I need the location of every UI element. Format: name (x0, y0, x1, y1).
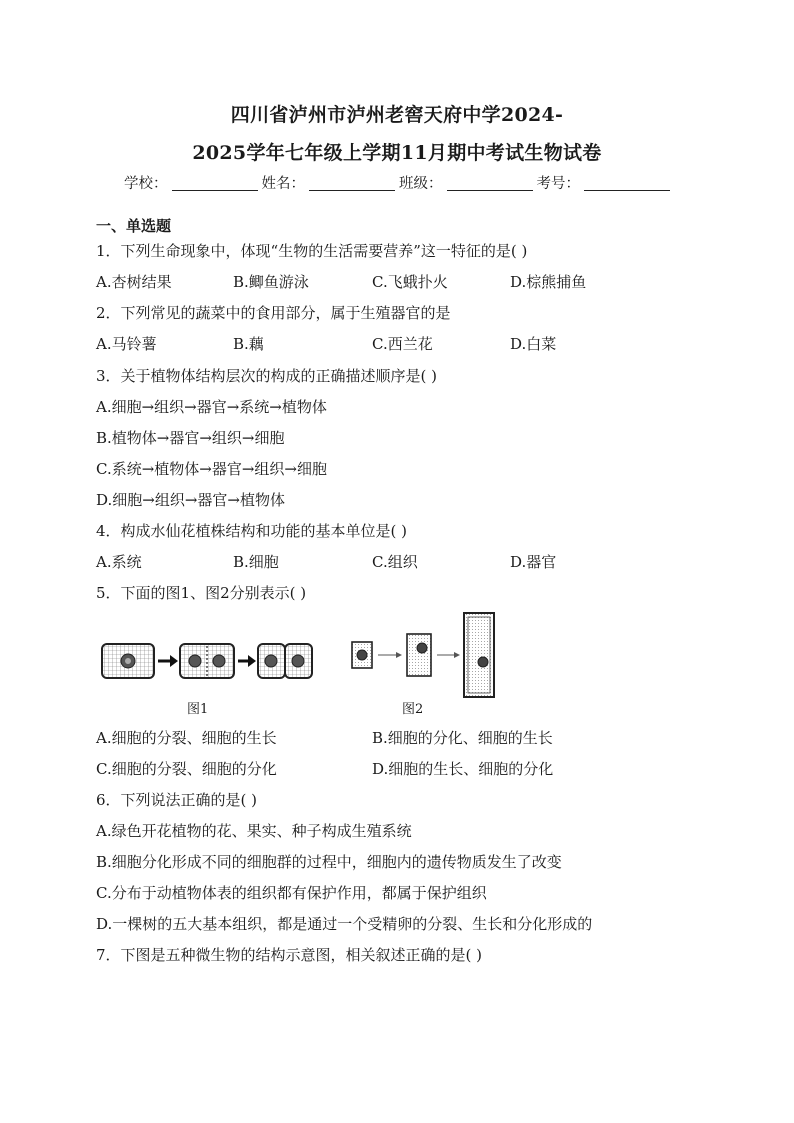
question-4-option-d[interactable]: D.器官 (510, 553, 557, 571)
school-blank[interactable] (172, 176, 258, 191)
question-1-option-b[interactable]: B.鲫鱼游泳 (233, 273, 309, 291)
question-2-stem: 2．下列常见的蔬菜中的食用部分，属于生殖器官的是 (96, 304, 451, 322)
class-blank[interactable] (447, 176, 533, 191)
question-2-option-a[interactable]: A.马铃薯 (96, 335, 157, 353)
question-4-option-b[interactable]: B.细胞 (233, 553, 279, 571)
question-1-option-a[interactable]: A.杏树结果 (96, 273, 172, 291)
figure-1-cell-division (100, 638, 315, 686)
question-3-option-c[interactable]: C.系统→植物体→器官→组织→细胞 (96, 460, 327, 478)
exam-title-line-2: 2025学年七年级上学期11月期中考试生物试卷 (192, 142, 602, 164)
question-1-option-c[interactable]: C.飞蛾扑火 (372, 273, 448, 291)
number-blank[interactable] (584, 176, 670, 191)
number-label: 考号： (536, 176, 580, 192)
question-2-option-c[interactable]: C.西兰花 (372, 335, 433, 353)
name-label: 姓名： (261, 176, 305, 192)
question-3-option-b[interactable]: B.植物体→器官→组织→细胞 (96, 429, 285, 447)
exam-title-line-1: 四川省泸州市泸州老窖天府中学2024- (230, 104, 564, 126)
question-3-option-d[interactable]: D.细胞→组织→器官→植物体 (96, 491, 285, 509)
question-6-option-a[interactable]: A.绿色开花植物的花、果实、种子构成生殖系统 (96, 822, 412, 840)
question-3-stem: 3．关于植物体结构层次的构成的正确描述顺序是( ) (96, 367, 438, 385)
question-5-option-a[interactable]: A.细胞的分裂、细胞的生长 (96, 729, 277, 747)
section-title: 一、单选题 (96, 217, 172, 235)
question-5-option-d[interactable]: D.细胞的生长、细胞的分化 (372, 760, 554, 778)
school-label: 学校： (124, 176, 168, 192)
question-6-stem: 6．下列说法正确的是( ) (96, 791, 258, 809)
figure-1-label: 图1 (187, 702, 209, 717)
question-4-option-a[interactable]: A.系统 (96, 553, 142, 571)
question-5-option-b[interactable]: B.细胞的分化、细胞的生长 (372, 729, 553, 747)
question-7-stem: 7．下图是五种微生物的结构示意图，相关叙述正确的是( ) (96, 946, 483, 964)
question-4-option-c[interactable]: C.组织 (372, 553, 418, 571)
question-2-option-b[interactable]: B.藕 (233, 335, 264, 353)
question-6-option-c[interactable]: C.分布于动植物体表的组织都有保护作用，都属于保护组织 (96, 884, 487, 902)
question-5-option-c[interactable]: C.细胞的分裂、细胞的分化 (96, 760, 277, 778)
student-info-line (124, 172, 674, 193)
question-3-option-a[interactable]: A.细胞→组织→器官→系统→植物体 (96, 398, 327, 416)
figure-2-cell-growth (348, 610, 498, 702)
question-6-option-d[interactable]: D.一棵树的五大基本组织，都是通过一个受精卵的分裂、生长和分化形成的 (96, 915, 593, 933)
question-6-option-b[interactable]: B.细胞分化形成不同的细胞群的过程中，细胞内的遗传物质发生了改变 (96, 853, 562, 871)
question-1-option-d[interactable]: D.棕熊捕鱼 (510, 273, 587, 291)
question-2-option-d[interactable]: D.白菜 (510, 335, 557, 353)
class-label: 班级： (399, 176, 443, 192)
figure-2-label: 图2 (402, 702, 424, 717)
name-blank[interactable] (309, 176, 395, 191)
question-5-stem: 5．下面的图1、图2分别表示( ) (96, 584, 307, 602)
question-4-stem: 4．构成水仙花植株结构和功能的基本单位是( ) (96, 522, 408, 540)
question-1-stem: 1．下列生命现象中，体现“生物的生活需要营养”这一特征的是( ) (96, 242, 528, 260)
